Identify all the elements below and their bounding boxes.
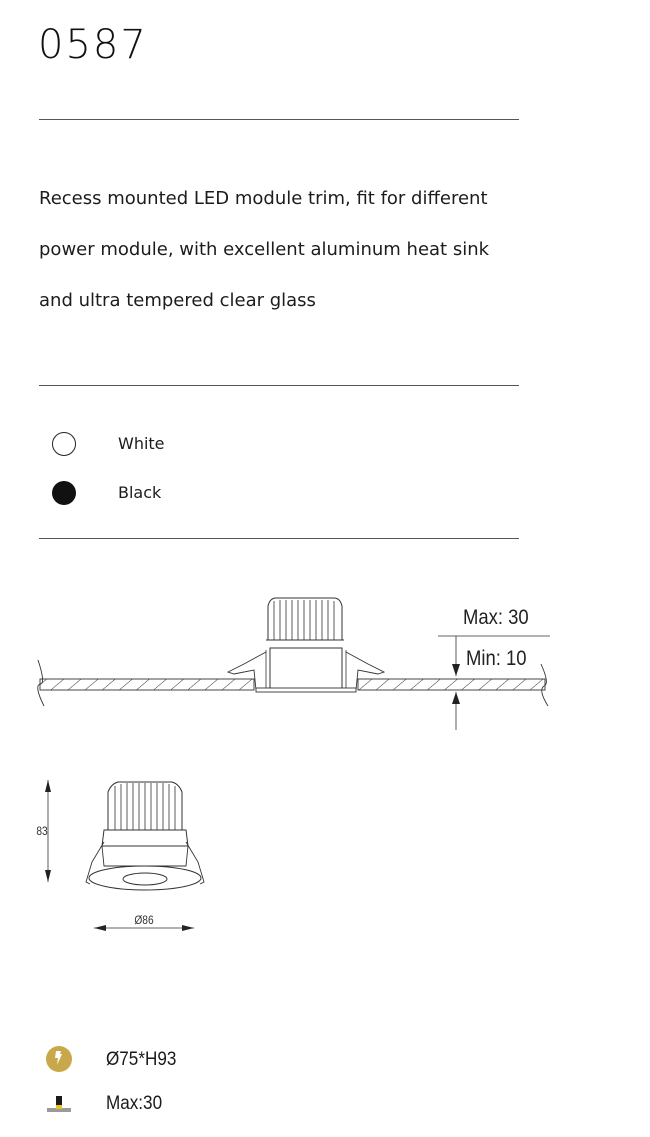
diameter-dimension-label: Ø86	[134, 914, 154, 928]
divider-middle	[39, 385, 519, 386]
divider-bottom	[39, 538, 519, 539]
color-label-white: White	[118, 434, 165, 453]
description-line-3: and ultra tempered clear glass	[39, 290, 316, 311]
spec-cutout-value: Ø75*H93	[106, 1049, 177, 1070]
divider-top	[39, 119, 519, 120]
dimension-drawing	[0, 770, 260, 940]
max-thickness-label: Max: 30	[462, 605, 529, 630]
fixture-heat-sink-icon	[108, 782, 182, 830]
installation-diagram	[0, 590, 650, 740]
product-code: 0587	[38, 22, 148, 68]
color-label-black: Black	[118, 483, 162, 502]
white-swatch-icon	[52, 432, 76, 456]
ceiling-thickness-icon	[45, 1094, 73, 1114]
description-line-1: Recess mounted LED module trim, fit for different	[39, 188, 488, 209]
min-thickness-label: Min: 10	[466, 646, 527, 671]
height-dimension-label: 83	[36, 825, 48, 839]
black-swatch-icon	[52, 481, 76, 505]
spec-thickness-value: Max:30	[106, 1093, 163, 1114]
heat-sink-icon	[266, 598, 344, 640]
description-line-2: power module, with excellent aluminum heat sink	[39, 239, 490, 260]
cutout-size-icon	[45, 1045, 73, 1073]
